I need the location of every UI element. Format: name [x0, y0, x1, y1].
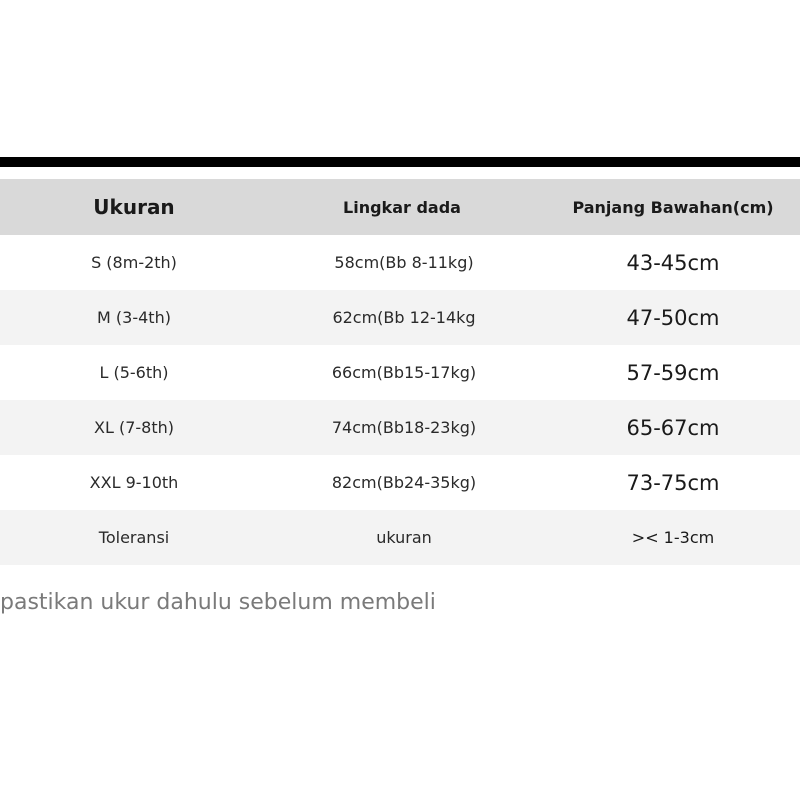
size-chart-header	[0, 179, 800, 235]
header-length: Panjang Bawahan(cm)	[572, 197, 774, 217]
cell-size: XL (7-8th)	[94, 418, 174, 437]
cell-chest: ukuran	[376, 528, 432, 547]
cell-length: 57-59cm	[626, 360, 720, 385]
header-size: Ukuran	[93, 195, 175, 219]
table-row	[0, 455, 800, 510]
table-row	[0, 400, 800, 455]
header-chest: Lingkar dada	[343, 197, 461, 217]
table-row	[0, 345, 800, 400]
cell-chest: 82cm(Bb24-35kg)	[331, 473, 477, 492]
size-chart-table	[0, 179, 800, 565]
cell-length: 43-45cm	[626, 250, 720, 275]
cell-size: S (8m-2th)	[91, 253, 177, 272]
header-row	[0, 179, 800, 235]
cell-length: 47-50cm	[626, 305, 720, 330]
cell-chest: 74cm(Bb18-23kg)	[331, 418, 477, 437]
table-row	[0, 235, 800, 290]
cell-length: >< 1-3cm	[631, 528, 715, 547]
table-row	[0, 290, 800, 345]
cell-size: XXL 9-10th	[89, 473, 179, 492]
cell-chest: 62cm(Bb 12-14kg	[332, 308, 476, 327]
cell-length: 65-67cm	[626, 415, 720, 440]
cell-size: Toleransi	[98, 528, 170, 547]
cell-chest: 58cm(Bb 8-11kg)	[334, 253, 474, 272]
cell-chest: 66cm(Bb15-17kg)	[331, 363, 477, 382]
cell-size: L (5-6th)	[99, 363, 169, 382]
top-divider-bar	[0, 157, 800, 167]
size-chart-body	[0, 235, 800, 565]
cell-size: M (3-4th)	[97, 308, 171, 327]
cell-length: 73-75cm	[626, 470, 720, 495]
tolerance-row	[0, 510, 800, 565]
measure-note: pastikan ukur dahulu sebelum membeli	[0, 590, 436, 615]
